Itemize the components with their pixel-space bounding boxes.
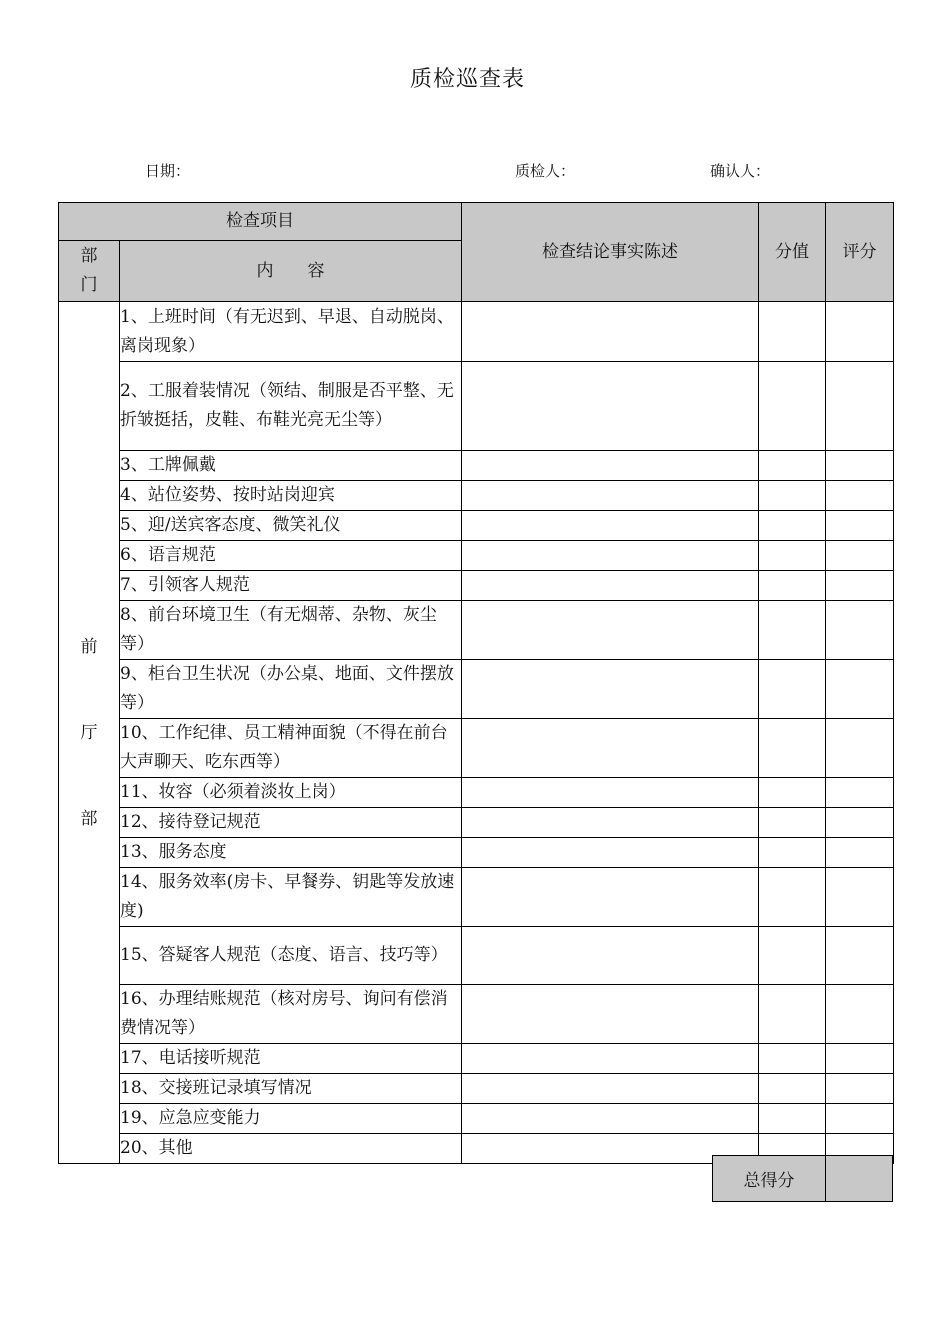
table-row [59,719,894,778]
facts-cell[interactable] [462,511,759,541]
department-char: 部 [80,808,98,829]
facts-cell[interactable] [462,451,759,481]
check-items-header: 检查项目 [59,203,462,241]
facts-cell[interactable] [462,481,759,511]
item-content: 11、妆容（必须着淡妆上岗） [120,778,462,808]
rating-cell[interactable] [826,1044,894,1074]
score-value-cell[interactable] [759,1044,826,1074]
item-content: 19、应急应变能力 [120,1104,462,1134]
item-content: 12、接待登记规范 [120,808,462,838]
table-row [59,1074,894,1104]
item-content: 3、工牌佩戴 [120,451,462,481]
inspector-label: 质检人： [515,162,576,180]
facts-cell[interactable] [462,868,759,927]
facts-cell[interactable] [462,1044,759,1074]
score-value-cell[interactable] [759,362,826,451]
score-value-cell[interactable] [759,541,826,571]
facts-cell[interactable] [462,302,759,362]
rating-cell[interactable] [826,778,894,808]
item-content: 1、上班时间（有无迟到、早退、自动脱岗、离岗现象） [120,302,462,362]
facts-cell[interactable] [462,719,759,778]
score-value-cell[interactable] [759,927,826,985]
item-content: 8、前台环境卫生（有无烟蒂、杂物、灰尘等） [120,601,462,660]
facts-cell[interactable] [462,838,759,868]
facts-cell[interactable] [462,571,759,601]
rating-cell[interactable] [826,302,894,362]
item-content: 15、答疑客人规范（态度、语言、技巧等） [120,927,462,985]
rating-cell[interactable] [826,985,894,1044]
score-value-header: 分值 [759,203,826,302]
rating-cell[interactable] [826,868,894,927]
table-row [59,927,894,985]
table-row [59,362,894,451]
rating-cell[interactable] [826,571,894,601]
table-row [59,451,894,481]
rating-header: 评分 [826,203,894,302]
score-value-cell[interactable] [759,985,826,1044]
facts-cell[interactable] [462,1104,759,1134]
item-content: 2、工服着装情况（领结、制服是否平整、无折皱挺括，皮鞋、布鞋光亮无尘等） [120,362,462,451]
rating-cell[interactable] [826,838,894,868]
facts-cell[interactable] [462,1074,759,1104]
total-score-row [712,1155,893,1202]
rating-cell[interactable] [826,481,894,511]
item-content: 18、交接班记录填写情况 [120,1074,462,1104]
score-value-cell[interactable] [759,719,826,778]
total-score-label: 总得分 [713,1156,826,1202]
table-row [59,808,894,838]
department-cell [59,302,120,1164]
department-header-line1: 部 [80,246,98,266]
department-header [59,241,120,302]
table-row [59,601,894,660]
facts-header: 检查结论事实陈述 [462,203,759,302]
score-value-cell[interactable] [759,302,826,362]
rating-cell[interactable] [826,362,894,451]
item-content: 6、语言规范 [120,541,462,571]
item-content: 16、办理结账规范（核对房号、询问有偿消费情况等） [120,985,462,1044]
item-content: 14、服务效率(房卡、早餐券、钥匙等发放速度) [120,868,462,927]
facts-cell[interactable] [462,362,759,451]
score-value-cell[interactable] [759,481,826,511]
department-header-line2: 门 [80,275,98,295]
item-content: 9、柜台卫生状况（办公桌、地面、文件摆放等） [120,660,462,719]
item-content: 5、迎/送宾客态度、微笑礼仪 [120,511,462,541]
date-label: 日期： [145,162,191,180]
rating-cell[interactable] [826,1074,894,1104]
confirmer-label: 确认人： [710,162,771,180]
item-content: 7、引领客人规范 [120,571,462,601]
facts-cell[interactable] [462,808,759,838]
table-row [59,778,894,808]
score-value-cell[interactable] [759,778,826,808]
score-value-cell[interactable] [759,868,826,927]
content-header: 内 容 [120,241,462,302]
score-value-cell[interactable] [759,1104,826,1134]
table-row [59,660,894,719]
facts-cell[interactable] [462,927,759,985]
score-value-cell[interactable] [759,660,826,719]
table-row [59,511,894,541]
item-content: 13、服务态度 [120,838,462,868]
score-value-cell[interactable] [759,451,826,481]
item-content: 17、电话接听规范 [120,1044,462,1074]
table-row [59,838,894,868]
score-value-cell[interactable] [759,838,826,868]
item-content: 20、其他 [120,1134,462,1164]
table-row [59,481,894,511]
table-row [59,571,894,601]
score-value-cell[interactable] [759,571,826,601]
facts-cell[interactable] [462,601,759,660]
table-row [59,541,894,571]
rating-cell[interactable] [826,601,894,660]
rating-cell[interactable] [826,541,894,571]
facts-cell[interactable] [462,985,759,1044]
facts-cell[interactable] [462,778,759,808]
department-char: 厅 [80,722,98,743]
table-row [59,1044,894,1074]
rating-cell[interactable] [826,1104,894,1134]
rating-cell[interactable] [826,451,894,481]
score-value-cell[interactable] [759,601,826,660]
department-char: 前 [80,636,98,657]
table-row [59,302,894,362]
item-rows [59,302,894,1164]
rating-cell[interactable] [826,719,894,778]
rating-cell[interactable] [826,660,894,719]
table-row [59,1104,894,1134]
item-content: 10、工作纪律、员工精神面貌（不得在前台大声聊天、吃东西等） [120,719,462,778]
item-content: 4、站位姿势、按时站岗迎宾 [120,481,462,511]
inspection-table [58,202,894,1164]
rating-cell[interactable] [826,808,894,838]
rating-cell[interactable] [826,511,894,541]
table-row [59,868,894,927]
facts-cell[interactable] [462,541,759,571]
table-row [59,985,894,1044]
form-title: 质检巡查表 [409,67,525,92]
total-score-cell[interactable] [826,1156,893,1202]
facts-cell[interactable] [462,660,759,719]
score-value-cell[interactable] [759,1074,826,1104]
score-value-cell[interactable] [759,808,826,838]
rating-cell[interactable] [826,927,894,985]
score-value-cell[interactable] [759,511,826,541]
